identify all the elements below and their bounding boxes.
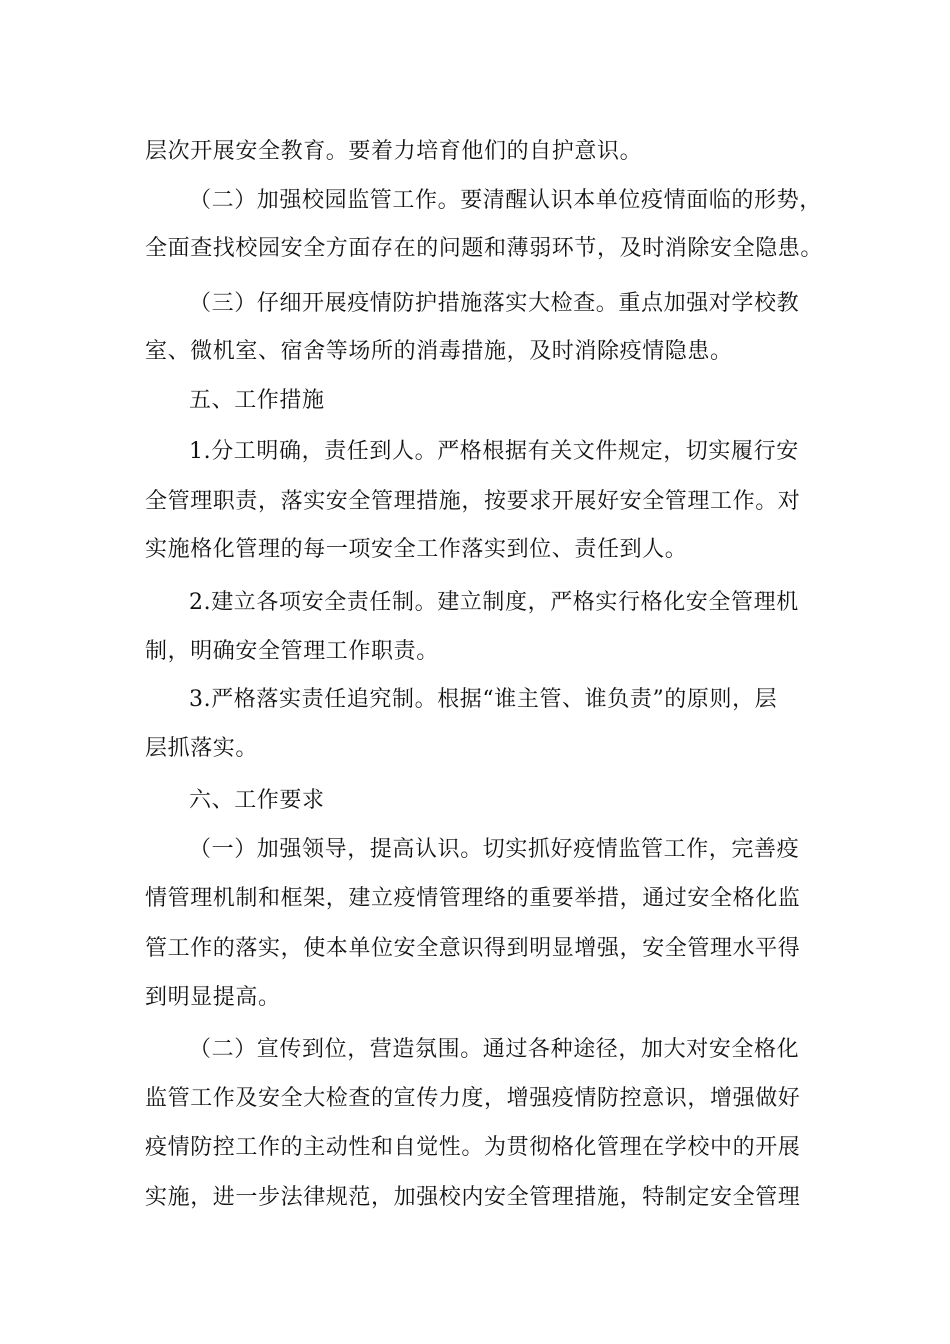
paragraph-line: 制，明确安全管理工作职责。 <box>145 639 439 664</box>
paragraph-line: 监管工作及安全大检查的宣传力度，增强疫情防控意识，增强做好 <box>145 1086 801 1111</box>
paragraph-line: 1.分工明确，责任到人。严格根据有关文件规定，切实履行安 <box>189 439 799 464</box>
paragraph-line: 全管理职责，落实安全管理措施，按要求开展好安全管理工作。对 <box>145 489 801 514</box>
paragraph-line: （二）宣传到位，营造氛围。通过各种途径，加大对安全格化 <box>189 1037 800 1062</box>
paragraph-line: （三）仔细开展疫情防护措施落实大检查。重点加强对学校教 <box>189 291 800 316</box>
paragraph-line: （二）加强校园监管工作。要清醒认识本单位疫情面临的形势， <box>189 188 822 213</box>
paragraph-line: 3.严格落实责任追究制。根据“谁主管、谁负责”的原则，层 <box>189 687 778 712</box>
paragraph-line: 2.建立各项安全责任制。建立制度，严格实行格化安全管理机 <box>189 590 799 615</box>
paragraph-line: 疫情防控工作的主动性和自觉性。为贯彻格化管理在学校中的开展 <box>145 1135 801 1160</box>
paragraph-line: 情管理机制和框架，建立疫情管理络的重要举措，通过安全格化监 <box>145 886 801 911</box>
paragraph-line: 层抓落实。 <box>145 736 259 761</box>
paragraph-line: 实施格化管理的每一项安全工作落实到位、责任到人。 <box>145 537 688 562</box>
paragraph-line: 全面查找校园安全方面存在的问题和薄弱环节，及时消除安全隐患。 <box>145 236 824 261</box>
paragraph-line: （一）加强领导，提高认识。切实抓好疫情监管工作，完善疫 <box>189 837 800 862</box>
section-heading: 五、工作措施 <box>189 388 325 413</box>
paragraph-line: 层次开展安全教育。要着力培育他们的自护意识。 <box>145 139 643 164</box>
paragraph-line: 到明显提高。 <box>145 985 281 1010</box>
paragraph-line: 室、微机室、宿舍等场所的消毒措施，及时消除疫情隐患。 <box>145 339 733 364</box>
paragraph-line: 实施，进一步法律规范，加强校内安全管理措施，特制定安全管理 <box>145 1185 801 1210</box>
section-heading: 六、工作要求 <box>189 788 325 813</box>
paragraph-line: 管工作的落实，使本单位安全意识得到明显增强，安全管理水平得 <box>145 936 801 961</box>
